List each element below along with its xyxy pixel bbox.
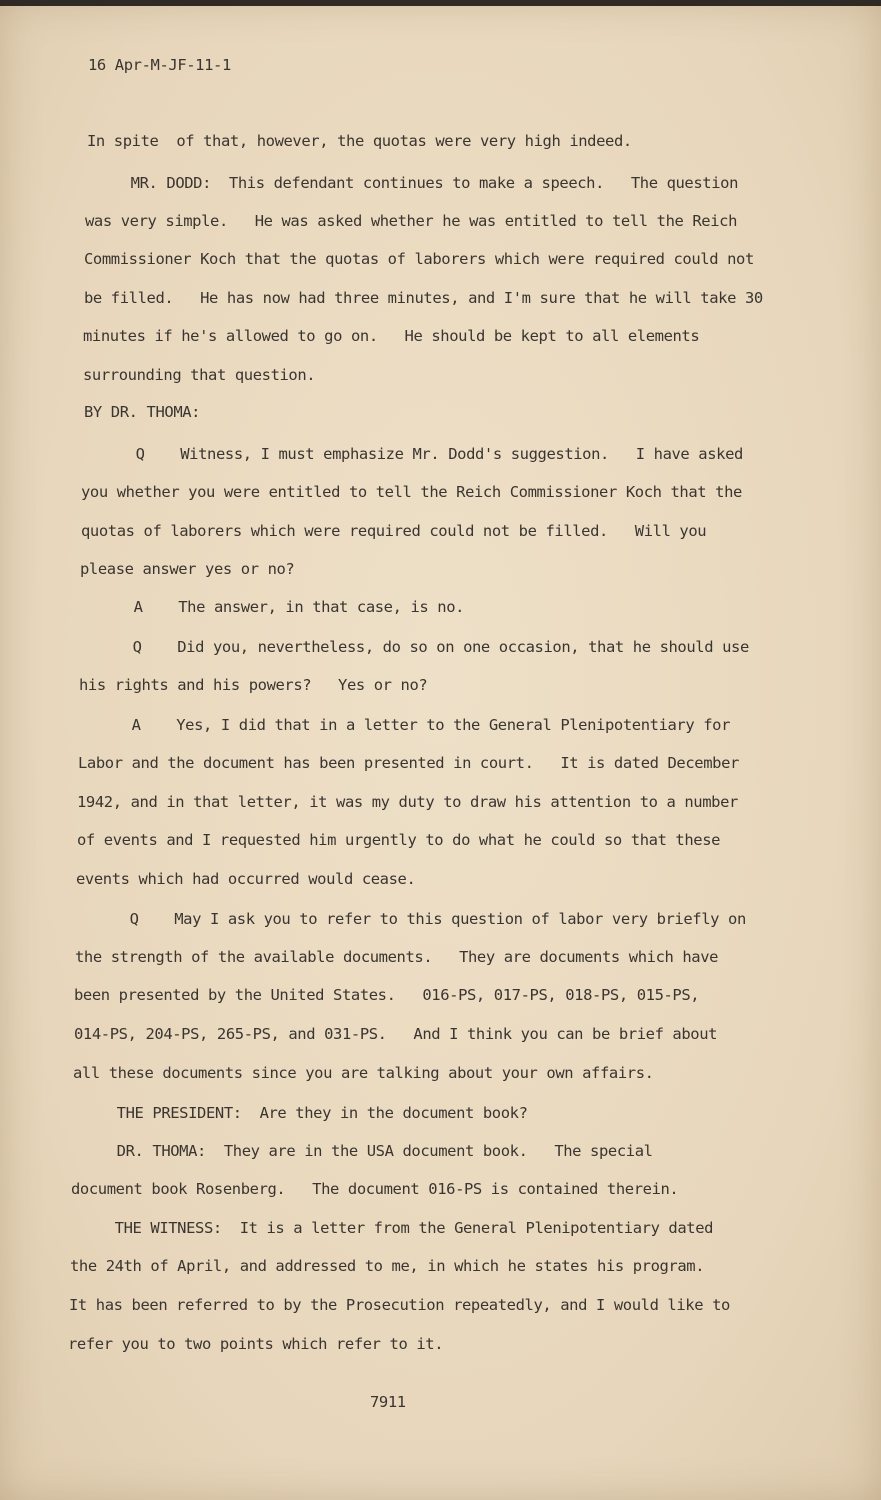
text-line: A The answer, in that case, is no.	[80, 598, 465, 616]
text-line: be filled. He has now had three minutes, and I'm sure that he will take 30	[84, 289, 763, 307]
text-line: BY DR. THOMA:	[84, 403, 201, 421]
text-line: his rights and his powers? Yes or no?	[79, 676, 428, 694]
text-line: the 24th of April, and addressed to me, in which he states his program.	[70, 1257, 705, 1275]
scan-edge	[0, 0, 881, 6]
text-line: been presented by the United States. 016-PS, 017-PS, 018-PS, 015-PS,	[74, 986, 700, 1004]
text-line: Q Did you, nevertheless, do so on one occasion, that he should use	[79, 638, 749, 656]
text-line: refer you to two points which refer to it.	[68, 1335, 444, 1353]
text-line: events which had occurred would cease.	[76, 870, 416, 888]
text-line: 014-PS, 204-PS, 265-PS, and 031-PS. And I think you can be brief about	[74, 1025, 718, 1043]
text-line: document book Rosenberg. The document 016-PS is contained therein.	[71, 1180, 679, 1198]
text-line: 1942, and in that letter, it was my duty to draw his attention to a number	[77, 793, 738, 811]
text-line: all these documents since you are talking about your own affairs.	[73, 1064, 654, 1082]
text-line: THE WITNESS: It is a letter from the General Plenipotentiary dated	[70, 1219, 714, 1237]
text-line: THE PRESIDENT: Are they in the document book?	[72, 1104, 528, 1122]
text-line: minutes if he's allowed to go on. He should be kept to all elements	[83, 327, 700, 345]
text-line: Labor and the document has been presented in court. It is dated December	[78, 754, 739, 772]
text-line: Q May I ask you to refer to this question of labor very briefly on	[76, 910, 746, 928]
text-line: It has been referred to by the Prosecution repeatedly, and I would like to	[69, 1296, 730, 1314]
text-line: quotas of laborers which were required could not be filled. Will you	[81, 522, 707, 540]
text-line: you whether you were entitled to tell the Reich Commissioner Koch that the	[81, 483, 742, 501]
text-line: surrounding that question.	[83, 366, 316, 384]
text-line: In spite of that, however, the quotas were very high indeed.	[87, 132, 632, 150]
page-header: 16 Apr-M-JF-11-1	[88, 56, 231, 74]
text-line: Commissioner Koch that the quotas of laborers which were required could not	[84, 250, 754, 268]
text-line: please answer yes or no?	[80, 560, 295, 578]
page-number: 7911	[370, 1393, 406, 1411]
text-line: Q Witness, I must emphasize Mr. Dodd's suggestion. I have asked	[82, 445, 743, 463]
text-line: of events and I requested him urgently to do what he could so that these	[77, 831, 721, 849]
text-line: A Yes, I did that in a letter to the General Plenipotentiary for	[78, 716, 731, 734]
text-line: the strength of the available documents. They are documents which have	[75, 948, 719, 966]
text-line: MR. DODD: This defendant continues to make a speech. The question	[86, 174, 739, 192]
text-line: DR. THOMA: They are in the USA document book. The special	[72, 1142, 653, 1160]
text-line: was very simple. He was asked whether he was entitled to tell the Reich	[85, 212, 738, 230]
